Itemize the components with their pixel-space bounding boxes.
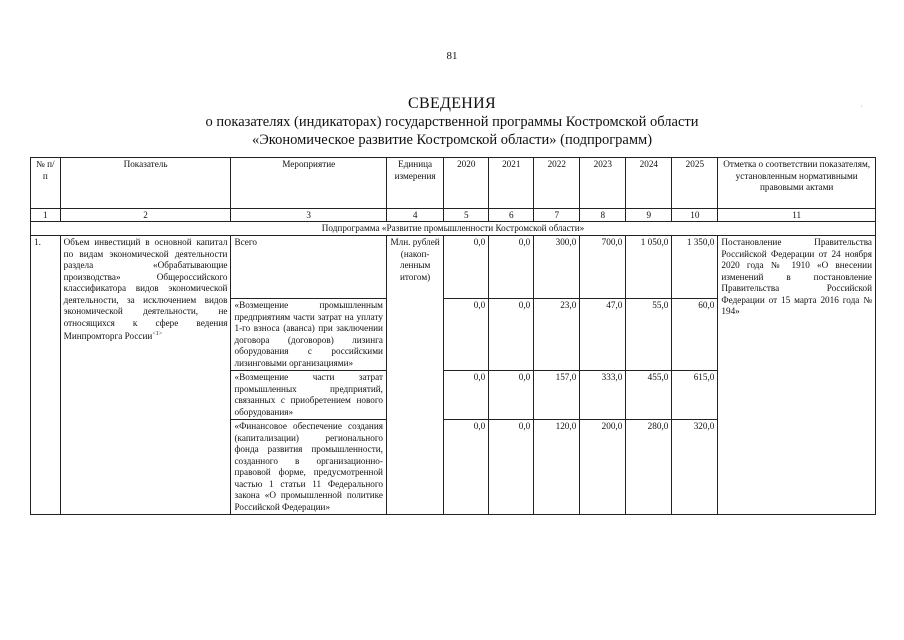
column-number: 7	[534, 209, 580, 222]
value-2020: 0,0	[444, 299, 489, 371]
value-2025: 615,0	[672, 371, 718, 420]
value-2023: 333,0	[580, 371, 626, 420]
header-unit: Единица измерения	[386, 158, 443, 209]
column-number: 2	[60, 209, 231, 222]
value-2023: 47,0	[580, 299, 626, 371]
column-number: 9	[626, 209, 672, 222]
column-numbers-row	[31, 209, 876, 222]
column-number: 1	[31, 209, 61, 222]
header-2023: 2023	[580, 158, 626, 209]
document-title: СВЕДЕНИЯ	[408, 95, 496, 112]
value-2024: 280,0	[626, 420, 672, 515]
header-2025: 2025	[672, 158, 718, 209]
value-2021: 0,0	[489, 236, 534, 299]
document-subtitle-line1: о показателях (индикаторах) государственной программы Костромской области	[205, 114, 699, 130]
table-row	[31, 236, 876, 299]
column-number: 10	[672, 209, 718, 222]
column-number: 3	[231, 209, 386, 222]
indicator-text: Объем инвестиций в основной капитал по видам экономической деятельности раздела «Обрабатывающие производства» Общероссийского классификатора видов экономической деятельности, за исключением видов экономической деятельности, не относящихся к сфере ведения Минпромторга России	[63, 237, 228, 342]
unit-cell-empty	[386, 371, 443, 420]
section-row	[31, 222, 876, 236]
header-2021: 2021	[489, 158, 534, 209]
column-number: 6	[489, 209, 534, 222]
unit-cell-empty	[386, 299, 443, 371]
column-number: 5	[444, 209, 489, 222]
indicator-cell	[60, 236, 231, 515]
value-2024: 1 050,0	[626, 236, 672, 299]
value-2021: 0,0	[489, 420, 534, 515]
value-2023: 200,0	[580, 420, 626, 515]
header-2022: 2022	[534, 158, 580, 209]
value-2025: 1 350,0	[672, 236, 718, 299]
note-cell: Постановление Правительства Российской Федерации от 24 ноября 2020 года № 1910 «О внесении изменений в постановление Правительства Российской Федерации от 15 марта 2016 года № 194»	[718, 236, 876, 515]
document-subtitle-line2: «Экономическое развитие Костромской области» (подпрограмм)	[251, 132, 653, 148]
header-num: № п/п	[31, 158, 61, 209]
column-number: 8	[580, 209, 626, 222]
header-2020: 2020	[444, 158, 489, 209]
column-number: 4	[386, 209, 443, 222]
header-measure: Мероприятие	[231, 158, 386, 209]
value-2021: 0,0	[489, 299, 534, 371]
value-2022: 300,0	[534, 236, 580, 299]
value-2021: 0,0	[489, 371, 534, 420]
value-2022: 157,0	[534, 371, 580, 420]
value-2025: 60,0	[672, 299, 718, 371]
section-title: Подпрограмма «Развитие промышленности Костромской области»	[31, 222, 876, 236]
measure-cell: «Финансовое обеспечение создания (капитализации) регионального фонда развития промышленности, созданного в организационно-правовой форме, предусмотренной частью 1 статьи 11 Федерального закона «О промышленной политике Российской Федерации»	[231, 420, 386, 515]
unit-cell-empty	[386, 420, 443, 515]
row-number: 1.	[31, 236, 61, 515]
value-2020: 0,0	[444, 420, 489, 515]
unit-cell: Млн. рублей (накопленным итогом)	[386, 236, 443, 299]
value-2023: 700,0	[580, 236, 626, 299]
value-2020: 0,0	[444, 236, 489, 299]
header-2024: 2024	[626, 158, 672, 209]
value-2022: 120,0	[534, 420, 580, 515]
value-2020: 0,0	[444, 371, 489, 420]
value-2024: 55,0	[626, 299, 672, 371]
indicators-table	[30, 157, 876, 515]
measure-cell: «Возмещение части затрат промышленных предприятий, связанных с приобретением нового оборудования»	[231, 371, 386, 420]
column-number: 11	[718, 209, 876, 222]
measure-cell: Всего	[231, 236, 386, 299]
header-indicator: Показатель	[60, 158, 231, 209]
header-row	[31, 158, 876, 209]
scan-speck: ·	[860, 102, 863, 111]
header-note: Отметка о соответствии показателям, установленным нормативными правовыми актами	[718, 158, 876, 209]
page-number: 81	[446, 50, 458, 62]
value-2022: 23,0	[534, 299, 580, 371]
value-2024: 455,0	[626, 371, 672, 420]
measure-cell: «Возмещение промышленным предприятиям части затрат на уплату 1-го взноса (аванса) при заключении договора (договоров) лизинга оборудования с российскими лизинговыми организациями»	[231, 299, 386, 371]
footnote-marker: <1>	[152, 331, 163, 337]
value-2025: 320,0	[672, 420, 718, 515]
